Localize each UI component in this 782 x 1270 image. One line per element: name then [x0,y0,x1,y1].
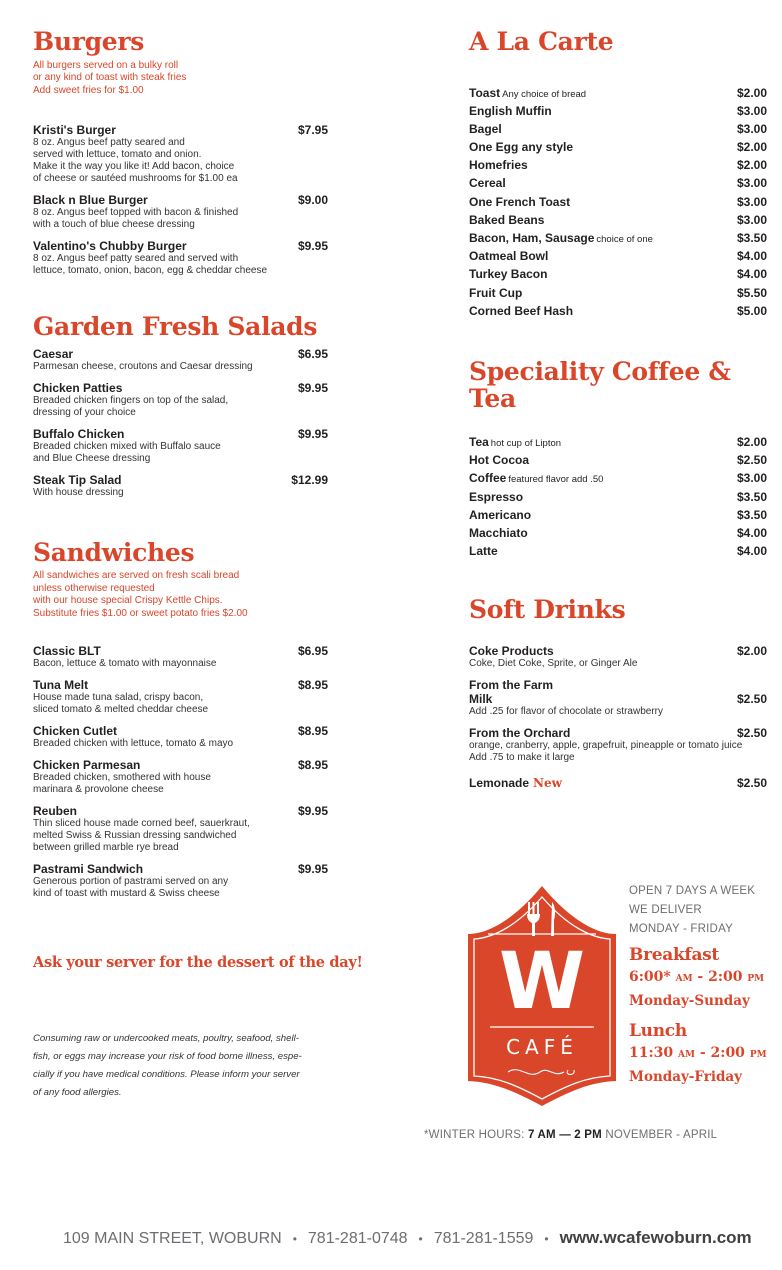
sandwiches-title: Sandwiches [33,537,195,567]
separator: • [544,1232,549,1246]
sandwiches-section [33,539,328,901]
item-desc: Breaded chicken with lettuce, tomato & mayo [33,738,234,749]
item-name: Chicken Parmesan [33,758,141,772]
burgers-section [33,28,328,277]
menu-item [469,451,767,469]
separator: • [292,1232,297,1246]
item-desc: of cheese or sautéed mushrooms for $1.00 ea [33,173,238,184]
item-label [469,102,552,120]
item-desc: Add .25 for flavor of chocolate or strawberry [469,705,663,717]
item-name: Bacon, Ham, Sausage [469,231,595,245]
item-desc: Breaded chicken, smothered with house [33,772,211,783]
item-price: $4.00 [736,544,767,559]
item-name: Bagel [469,121,502,136]
menu-item [33,678,328,716]
item-desc: dressing of your choice [33,406,136,418]
item-label [469,138,573,156]
right-column [469,28,767,792]
logo-letter: W [498,937,586,1027]
menu-item [469,211,767,229]
item-name: Milk [469,691,493,706]
menu-item [33,347,328,373]
sandwiches-note [33,570,328,620]
delivery-text: WE DELIVER [629,904,702,916]
note-line: All sandwiches are served on fresh scali bread [33,570,240,581]
item-name: Corned Beef Hash [469,303,574,318]
item-desc: kind of toast with mustard & Swiss cheese [33,888,220,899]
item-label [469,506,531,524]
breakfast-hours [629,969,779,985]
coffee-title: Speciality Coffee & Tea [469,356,731,414]
open-days-text: OPEN 7 DAYS A WEEK [629,885,756,897]
item-price: $7.95 [297,123,328,137]
menu-item [33,804,328,854]
salads-section [33,313,328,499]
item-name: Americano [469,507,532,522]
menu-item [469,120,767,138]
menu-item [33,427,328,465]
winter-time: 7 AM — 2 PM [527,1129,602,1141]
w-cafe-logo [468,884,616,1108]
item-price: $3.50 [736,489,767,504]
menu-item [469,774,767,792]
soft-drinks-section [469,596,767,792]
menu-item [469,156,767,174]
item-price: $9.95 [297,804,328,818]
item-price: $6.95 [297,346,328,361]
item-price: $2.00 [736,158,767,173]
menu-item [33,123,328,185]
item-desc: orange, cranberry, apple, grapefruit, pineapple or tomato juice [469,739,743,751]
food-safety-disclaimer [33,1030,329,1102]
burgers-note [33,60,328,98]
menu-item [469,102,767,120]
breakfast-title: Breakfast [629,945,719,965]
left-column [33,28,328,900]
item-desc: and Blue Cheese dressing [33,452,151,464]
logo-word: CAFÉ [506,1035,578,1059]
soft-drinks-title: Soft Drinks [469,595,626,625]
item-desc: Make it the way you like it! Add bacon, choice [33,161,235,172]
item-price: $9.95 [297,862,328,876]
menu-item [33,758,328,796]
item-name: Oatmeal Bowl [469,249,549,264]
item-name: Fruit Cup [469,285,523,300]
item-price: $8.95 [297,724,328,738]
time-end: 2:00 [708,969,743,985]
winter-hours [424,1129,717,1141]
item-label [469,284,522,302]
menu-item [469,284,767,302]
item-name: Steak Tip Salad [33,472,122,487]
menu-item [469,138,767,156]
item-price: $5.00 [736,303,767,318]
menu-item [33,644,328,670]
footer [63,1228,752,1248]
menu-item [469,726,767,764]
winter-label: *WINTER HOURS: [424,1129,525,1141]
item-name: Hot Cocoa [469,453,529,468]
dessert-note: Ask your server for the dessert of the day! [33,954,363,971]
item-desc: Breaded chicken mixed with Buffalo sauce [33,440,221,452]
lunch-hours [629,1045,779,1061]
item-desc: Bacon, lettuce & tomato with mayonnaise [33,658,217,669]
item-name: Classic BLT [33,644,101,658]
item-price: $2.00 [736,434,767,449]
item-name: Kristi's Burger [33,123,116,137]
menu-item [469,469,767,487]
item-name: Chicken Patties [33,380,123,395]
item-price: $9.00 [297,193,328,207]
item-name: Toast [469,85,501,100]
item-label [469,193,570,211]
item-price: $2.00 [736,85,767,100]
menu-item [469,506,767,524]
item-name: Espresso [469,489,524,504]
item-name: Black n Blue Burger [33,193,148,207]
note-line: with our house special Crispy Kettle Chips. [33,595,223,606]
item-name: Latte [469,544,498,559]
item-label [469,469,603,487]
coffee-list [469,433,767,560]
winter-months: NOVEMBER - APRIL [605,1129,718,1141]
disclaimer-line: fish, or eggs may increase your risk of food borne illness, espe- [33,1051,302,1062]
item-name: Chicken Cutlet [33,724,118,738]
item-name: One Egg any style [469,140,574,155]
item-desc: Breaded chicken fingers on top of the salad, [33,394,229,406]
hours-panel [629,882,779,1085]
item-desc: melted Swiss & Russian dressing sandwiched [33,830,237,841]
item-price: $8.95 [297,758,328,772]
menu-item [469,174,767,192]
salads-title: Garden Fresh Salads [33,312,318,341]
item-price: $12.99 [291,472,328,487]
item-price: $2.50 [736,775,767,790]
menu-item [469,524,767,542]
lunch-title: Lunch [629,1021,687,1041]
menu-item [469,265,767,283]
item-price: $3.50 [736,507,767,522]
ala-carte-section [469,28,767,320]
dash: - [697,969,704,985]
item-price: $4.00 [736,267,767,282]
coffee-section [469,358,767,560]
item-name: Valentino's Chubby Burger [33,239,187,253]
item-price: $2.00 [736,643,767,658]
item-price: $2.50 [736,725,767,740]
item-label [469,302,573,320]
item-name: Buffalo Chicken [33,426,125,441]
menu-item [33,239,328,277]
burgers-title: Burgers [33,27,145,56]
item-price: $9.95 [297,239,328,253]
delivery-days-text: MONDAY - FRIDAY [629,923,733,935]
logo-shield-icon [468,884,616,1108]
ampm: PM [747,974,765,984]
ala-carte-list [469,84,767,320]
item-price: $3.00 [736,176,767,191]
item-label [469,524,528,542]
menu-item [33,381,328,419]
ampm: AM [675,974,693,984]
item-desc: Coke, Diet Coke, Sprite, or Ginger Ale [469,657,638,669]
item-label [469,265,547,283]
phone-number[interactable]: 781-281-0748 [307,1230,408,1247]
item-desc: 8 oz. Angus beef topped with bacon & finished [33,207,239,218]
item-label [469,211,544,229]
menu-item [33,473,328,499]
menu-item [469,644,767,670]
item-desc: Parmesan cheese, croutons and Caesar dressing [33,360,253,372]
menu-item [33,862,328,900]
note-line: unless otherwise requested [33,582,155,594]
item-desc: Generous portion of pastrami served on any [33,876,229,887]
item-price: $3.50 [736,231,767,245]
disclaimer-line: Consuming raw or undercooked meats, poultry, seafood, shell- [33,1033,299,1044]
item-name: Tea [469,434,489,449]
note-line: All burgers served on a bulky roll [33,59,179,71]
item-note: hot cup of Lipton [490,437,562,449]
item-label [469,120,502,138]
item-desc: 8 oz. Angus beef patty seared and [33,137,185,148]
item-price: $2.00 [736,140,767,155]
time-start: 11:30 [629,1045,674,1061]
note-line: Substitute fries $1.00 or sweet potato fries $2.00 [33,607,248,619]
item-desc: Add .75 to make it large [469,751,575,763]
item-price: $3.00 [736,212,767,227]
item-name: English Muffin [469,103,552,118]
separator: • [418,1232,423,1246]
item-desc: lettuce, tomato, onion, bacon, egg & cheddar cheese [33,265,268,276]
item-note: choice of one [596,234,653,245]
ampm: PM [749,1050,767,1060]
note-line: Add sweet fries for $1.00 [33,84,144,96]
breakfast-days: Monday-Sunday [629,993,750,1009]
item-desc: served with lettuce, tomato and onion. [33,149,202,160]
item-price: $3.00 [736,121,767,136]
item-price: $2.50 [736,691,767,706]
dash: - [699,1045,706,1061]
item-label [469,451,529,469]
menu-item [33,193,328,231]
item-price: $3.00 [736,194,767,209]
phone-number[interactable]: 781-281-1559 [433,1230,534,1247]
menu-item [469,229,767,247]
item-price: $4.00 [736,525,767,540]
note-line: or any kind of toast with steak fries [33,72,187,83]
disclaimer-line: cially if you have medical conditions. Please inform your server [33,1069,300,1080]
item-label [469,433,561,451]
website-link[interactable]: www.wcafewoburn.com [559,1228,752,1247]
item-note: Any choice of bread [502,88,587,100]
item-price: $2.50 [736,453,767,468]
item-name: Tuna Melt [33,678,89,692]
menu-item [469,488,767,506]
menu-item [469,678,767,718]
item-price: $3.00 [736,103,767,118]
time-end: 2:00 [710,1045,745,1061]
item-price: $3.00 [736,471,767,486]
item-desc: between grilled marble rye bread [33,842,179,853]
item-label [469,247,548,265]
item-desc: 8 oz. Angus beef patty seared and served with [33,253,239,264]
item-name: Pastrami Sandwich [33,862,144,876]
ala-carte-title: A La Carte [469,27,614,56]
new-badge: New [533,775,562,790]
item-name: Cereal [469,176,506,191]
item-desc: Thin sliced house made corned beef, sauerkraut, [33,818,250,829]
menu-item [469,302,767,320]
item-name: Coffee [469,471,507,486]
item-desc: sliced tomato & melted cheddar cheese [33,704,209,715]
item-price: $9.95 [297,426,328,441]
item-name: One French Toast [469,194,571,209]
item-desc: marinara & provolone cheese [33,784,164,795]
item-desc: with a touch of blue cheese dressing [33,219,195,230]
menu-item [33,724,328,750]
item-name: Baked Beans [469,212,545,227]
item-label [469,156,528,174]
lunch-days: Monday-Friday [629,1069,743,1085]
item-name: Macchiato [469,525,528,540]
item-name: Coke Products [469,643,554,658]
item-name: Lemonade [469,775,530,790]
item-name: Reuben [33,804,78,818]
menu-item [469,247,767,265]
item-price: $6.95 [297,644,328,658]
item-name: Caesar [33,346,74,361]
item-name: From the Orchard [469,725,571,740]
ampm: AM [678,1050,695,1060]
menu-item [469,542,767,560]
menu-item [469,193,767,211]
item-desc: House made tuna salad, crispy bacon, [33,692,204,703]
item-name: Homefries [469,158,528,173]
item-price: $9.95 [297,380,328,395]
item-label [469,488,523,506]
item-label [469,84,586,102]
item-note: featured flavor add .50 [508,474,604,486]
menu-item [469,433,767,451]
item-desc: With house dressing [33,486,124,498]
time-start: 6:00* [629,969,671,985]
menu-item [469,84,767,102]
address: 109 MAIN STREET, WOBURN [63,1230,282,1247]
item-heading: From the Farm [469,677,554,692]
item-price: $4.00 [736,249,767,264]
item-label [469,229,653,247]
item-label [469,174,506,192]
disclaimer-line: of any food allergies. [33,1087,122,1098]
item-price: $5.50 [736,285,767,300]
item-price: $8.95 [297,678,328,692]
item-name: Turkey Bacon [469,267,548,282]
item-label [469,542,498,560]
